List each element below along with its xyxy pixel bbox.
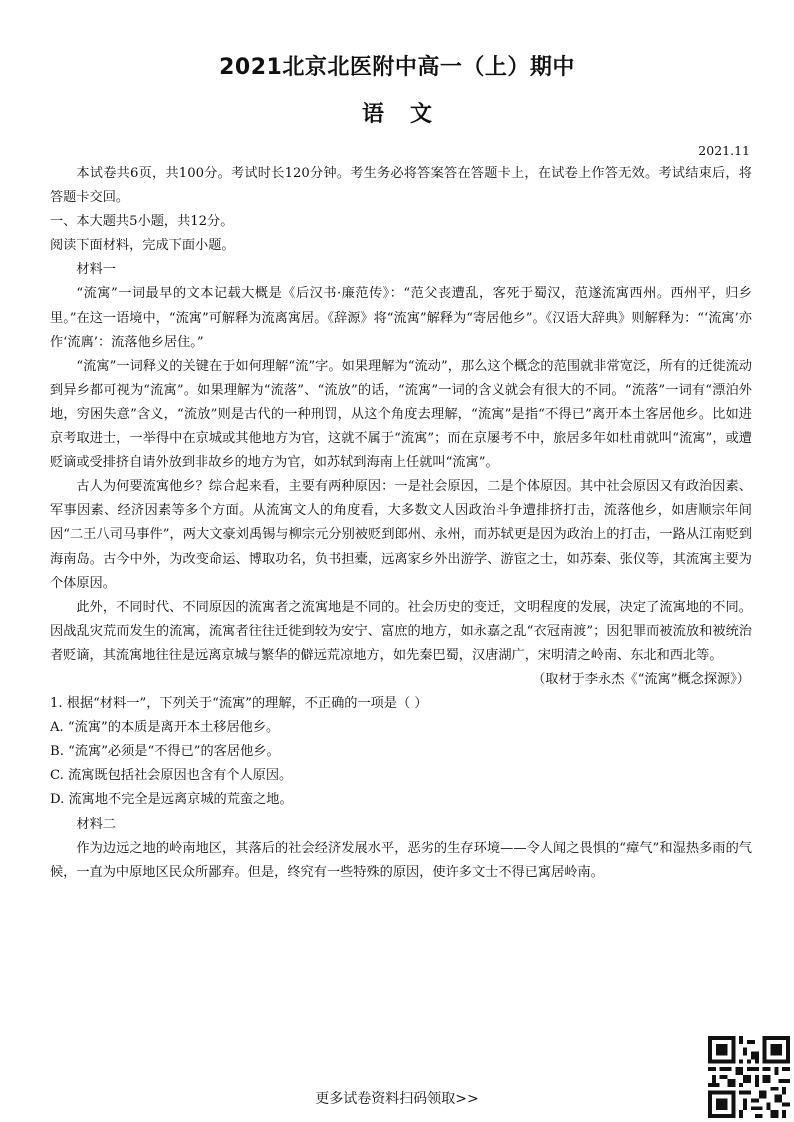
footer-text: 更多试卷资料扫码领取>>	[315, 1091, 479, 1107]
material1-label: 材料一	[76, 262, 116, 278]
subject-title: 语文	[361, 102, 458, 127]
material1-paragraph: 古人为何要流寓他乡？综合起来看，主要有两种原因：一是社会原因，二是个体原因。其中社会原因又有政治因素、军事因素、经济因素等多个方面。从流寓文人的角度看，大多数文人因政治斗争遭排挤打击，流落他乡，如唐顺宗年间因“二王八司马事件”，两大文豪刘禹锡与柳宗元分别被贬到郎州、永州，而苏轼更是因为政治上的打击，一路从江南贬到海南岛。古今中外，为改变命运、博取功名，负书担橐，远离家乡外出游学、游宦之士，如苏秦、张仪等，其流寓主要为个体原因。	[50, 479, 752, 591]
material1-paragraph: 此外，不同时代、不同原因的流寓者之流寓地是不同的。社会历史的变迁，文明程度的发展，决定了流寓地的不同。因战乱灾荒而发生的流寓，流寓者往往迁徙到较为安宁、富庶的地方，如永嘉之乱“衣冠南渡”；因犯罪而被流放和被统治者贬谪，其流寓地往往是远离京城与繁华的僻远荒凉地方，如先秦巴蜀，汉唐湖广，宋明清之岭南、东北和西北等。	[50, 599, 752, 663]
material1-source: （取材于李永杰《“流寓”概念探源》）	[532, 671, 750, 687]
page-title: 2021北京北医附中高一（上）期中	[219, 55, 575, 80]
section-heading: 一、本大题共5小题，共12分。	[50, 214, 234, 230]
option-b: B. “流寓”必须是“不得已”的客居他乡。	[50, 744, 280, 760]
material1-paragraph: “流寓”一词最早的文本记载大概是《后汉书·廉范传》：“范父丧遭乱，客死于蜀汉，范遂流寓西州。西州平，归乡里。”在这一语境中，“流寓”可解释为流离寓居。《辞源》将“流寓”解释为“寄居他乡”。《汉语大辞典》则解释为：“‘流寓’亦作‘流庽’：流落他乡居住。”	[50, 286, 752, 350]
intro-paragraph: 本试卷共6页，共100分。考试时长120分钟。考生务必将答案答在答题卡上，在试卷上作答无效。考试结束后，将答题卡交回。	[50, 166, 752, 206]
option-d: D. 流寓地不完全是远离京城的荒蛮之地。	[50, 792, 293, 808]
reading-instruction: 阅读下面材料，完成下面小题。	[50, 238, 235, 254]
question-stem: 1. 根据“材料一”，下列关于“流寓”的理解，不正确的一项是（ ）	[50, 696, 428, 712]
qr-code-icon	[708, 1036, 790, 1118]
option-a: A. “流寓”的本质是离开本土移居他乡。	[50, 720, 280, 736]
exam-date: 2021.11	[698, 143, 750, 158]
material1-paragraph: “流寓”一词释义的关键在于如何理解“流”字。如果理解为“流动”，那么这个概念的范围就非常宽泛，所有的迁徙流动到异乡都可视为“流寓”。如果理解为“流落”、“流放”的话，“流寓”一词的含义就会有很大的不同。“流落”一词有“漂泊外地，穷困失意”含义，“流放”则是古代的一种刑罚，从这个角度去理解，“流寓”是指“不得已”离开本土客居他乡。比如进京考取进士，一举得中在京城或其他地方为官，这就不属于“流寓”；而在京屡考不中，旅居多年如杜甫就叫“流寓”，或遭贬谪或受排挤自请外放到非故乡的地方为官，如苏轼到海南上任就叫“流寓”。	[50, 358, 752, 471]
material2-paragraph: 作为边远之地的岭南地区，其落后的社会经济发展水平，恶劣的生存环境——令人闻之畏惧的“瘴气”和湿热多雨的气候，一直为中原地区民众所鄙弃。但是，终究有一些特殊的原因，使许多文士不得已寓居岭南。	[50, 840, 752, 880]
option-c: C. 流寓既包括社会原因也含有个人原因。	[50, 768, 293, 784]
material2-label: 材料二	[76, 816, 116, 832]
exam-body	[50, 162, 752, 885]
